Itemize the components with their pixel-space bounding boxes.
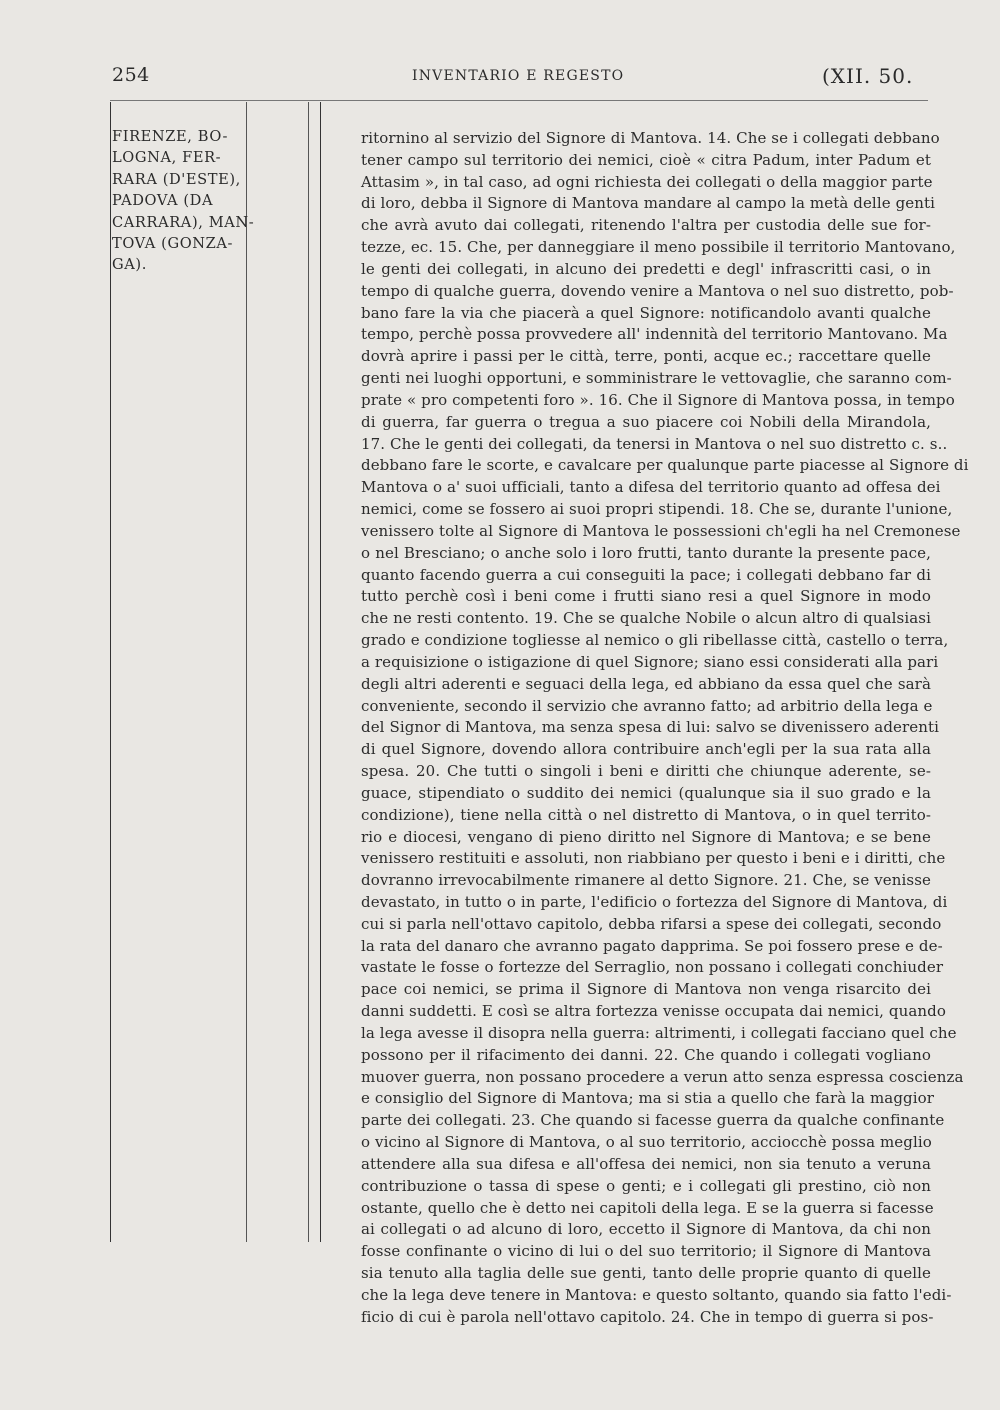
- text-line: che la lega deve tenere in Mantova: e questo soltanto, quando sia fatto l'edi-: [361, 1285, 952, 1304]
- text-line: muover guerra, non possano procedere a verun atto senza espressa coscienza: [361, 1067, 964, 1086]
- text-line: degli altri aderenti e seguaci della lega, ed abbiano da essa quel che sarà: [361, 674, 931, 693]
- text-line: conveniente, secondo il servizio che avranno fatto; ad arbitrio della lega e: [361, 696, 933, 715]
- header-rule: [110, 100, 928, 101]
- text-line: a requisizione o istigazione di quel Signore; siano essi considerati alla pari: [361, 652, 939, 671]
- column-rule-text: [320, 102, 321, 1242]
- text-line: fosse confinante o vicino di lui o del suo territorio; il Signore di Mantova: [361, 1242, 931, 1261]
- text-line: bano fare la via che piacerà a quel Signore: notificandolo avanti qualche: [361, 303, 931, 322]
- running-title: INVENTARIO E REGESTO: [412, 68, 625, 84]
- text-line: contribuzione o tassa di spese o genti; e i collegati gli prestino, ciò non: [361, 1176, 931, 1195]
- text-line: nemici, come se fossero ai suoi propri stipendi. 18. Che se, durante l'unione,: [361, 500, 953, 519]
- text-line: condizione), tiene nella città o nel distretto di Mantova, o in quel territo-: [361, 805, 931, 824]
- margin-heading-line: RARA (D'ESTE),: [112, 170, 241, 188]
- text-line: spesa. 20. Che tutti o singoli i beni e diritti che chiunque aderente, se-: [361, 762, 931, 781]
- text-line: di loro, debba il Signore di Mantova mandare al campo la metà delle genti: [361, 194, 936, 213]
- text-line: tezze, ec. 15. Che, per danneggiare il meno possibile il territorio Mantovano,: [361, 238, 956, 257]
- text-line: prate « pro competenti foro ». 16. Che il Signore di Mantova possa, in tempo: [361, 390, 955, 409]
- text-line: dovranno irrevocabilmente rimanere al detto Signore. 21. Che, se venisse: [361, 871, 931, 890]
- text-line: che ne resti contento. 19. Che se qualche Nobile o alcun altro di qualsiasi: [361, 609, 931, 628]
- text-line: grado e condizione togliesse al nemico o gli ribellasse città, castello o terra,: [361, 631, 949, 650]
- text-line: sia tenuto alla taglia delle sue genti, tanto delle proprie quanto di quelle: [361, 1264, 931, 1283]
- text-line: parte dei collegati. 23. Che quando si facesse guerra da qualche confinante: [361, 1111, 945, 1130]
- text-line: del Signor di Mantova, ma senza spesa di lui: salvo se divenissero aderenti: [361, 718, 940, 737]
- margin-heading-line: GA).: [112, 256, 147, 274]
- margin-heading-line: CARRARA), MAN-: [112, 213, 255, 231]
- text-line: o nel Bresciano; o anche solo i loro frutti, tanto durante la presente pace,: [361, 543, 931, 562]
- text-line: tempo di qualche guerra, dovendo venire a Mantova o nel suo distretto, pob-: [361, 281, 954, 300]
- page-number: 254: [112, 64, 150, 86]
- text-line: Attasim », in tal caso, ad ogni richiesta dei collegati o della maggior parte: [361, 172, 933, 191]
- text-line: 17. Che le genti dei collegati, da tenersi in Mantova o nel suo distretto c. s..: [361, 434, 948, 453]
- text-line: le genti dei collegati, in alcuno dei predetti e degl' infrascritti casi, o in: [361, 259, 931, 278]
- text-line: dovrà aprire i passi per le città, terre, ponti, acque ec.; raccettare quelle: [361, 347, 931, 366]
- text-line: la rata del danaro che avranno pagato dapprima. Se poi fossero prese e de-: [361, 936, 943, 955]
- text-line: tempo, perchè possa provvedere all' indennità del territorio Mantovano. Ma: [361, 325, 948, 344]
- body-text: [361, 128, 969, 1329]
- margin-heading-line: FIRENZE, BO-: [112, 128, 228, 145]
- text-line: pace coi nemici, se prima il Signore di Mantova non venga risarcito dei: [361, 980, 931, 999]
- text-line: quanto facendo guerra a cui conseguiti la pace; i collegati debbano far di: [361, 565, 931, 584]
- text-line: tener campo sul territorio dei nemici, cioè « citra Padum, inter Padum et: [361, 150, 931, 169]
- text-line: e consiglio del Signore di Mantova; ma si stia a quello che farà la maggior: [361, 1089, 935, 1108]
- text-line: ai collegati o ad alcuno di loro, eccetto il Signore di Mantova, da chi non: [361, 1220, 931, 1239]
- text-line: Mantova o a' suoi ufficiali, tanto a difesa del territorio quanto ad offesa dei: [361, 478, 941, 497]
- text-line: ritornino al servizio del Signore di Mantova. 14. Che se i collegati debbano: [361, 129, 940, 147]
- text-line: tutto perchè così i beni come i frutti siano resi a quel Signore in modo: [361, 587, 931, 606]
- margin-heading-line: LOGNA, FER-: [112, 149, 222, 167]
- text-line: la lega avesse il disopra nella guerra: altrimenti, i collegati facciano quel che: [361, 1023, 957, 1042]
- text-line: venissero tolte al Signore di Mantova le possessioni ch'egli ha nel Cremonese: [361, 521, 961, 540]
- text-line: danni suddetti. E così se altra fortezza venisse occupata dai nemici, quando: [361, 1002, 946, 1021]
- text-line: attendere alla sua difesa e all'offesa dei nemici, non sia tenuto a veruna: [361, 1154, 931, 1173]
- text-line: cui si parla nell'ottavo capitolo, debba rifarsi a spese dei collegati, secondo: [361, 914, 942, 933]
- text-line: debbano fare le scorte, e cavalcare per qualunque parte piacesse al Signore di: [361, 456, 969, 475]
- text-line: genti nei luoghi opportuni, e somministrare le vettovaglie, che saranno com-: [361, 369, 952, 388]
- text-line: che avrà avuto dai collegati, ritenendo l'altra per custodia delle sue for-: [361, 216, 931, 235]
- margin-heading-line: PADOVA (DA: [112, 192, 214, 210]
- column-rule-inner-2: [308, 102, 309, 1242]
- text-line: rio e diocesi, vengano di pieno diritto nel Signore di Mantova; e se bene: [361, 827, 931, 846]
- text-line: vastate le fosse o fortezze del Serraglio, non possano i collegati conchiuder: [361, 958, 944, 977]
- text-line: guace, stipendiato o suddito dei nemici (qualunque sia il suo grado e la: [361, 783, 931, 802]
- section-reference: (XII. 50.: [822, 64, 914, 88]
- margin-heading: [112, 126, 255, 276]
- text-line: di quel Signore, dovendo allora contribuire anch'egli per la sua rata alla: [361, 740, 931, 759]
- text-line: di guerra, far guerra o tregua a suo piacere coi Nobili della Mirandola,: [361, 412, 931, 431]
- text-line: possono per il rifacimento dei danni. 22. Che quando i collegati vogliano: [361, 1045, 931, 1064]
- text-line: o vicino al Signore di Mantova, o al suo territorio, acciocchè possa meglio: [361, 1133, 932, 1152]
- margin-heading-line: TOVA (GONZA-: [112, 235, 234, 253]
- text-line: devastato, in tutto o in parte, l'edificio o fortezza del Signore di Mantova, di: [361, 892, 948, 911]
- column-rule-left: [110, 102, 111, 1242]
- text-line: venissero restituiti e assoluti, non riabbiano per questo i beni e i diritti, che: [361, 849, 946, 868]
- text-line: ficio di cui è parola nell'ottavo capitolo. 24. Che in tempo di guerra si pos-: [361, 1307, 934, 1326]
- text-line: ostante, quello che è detto nei capitoli della lega. E se la guerra si facesse: [361, 1198, 934, 1217]
